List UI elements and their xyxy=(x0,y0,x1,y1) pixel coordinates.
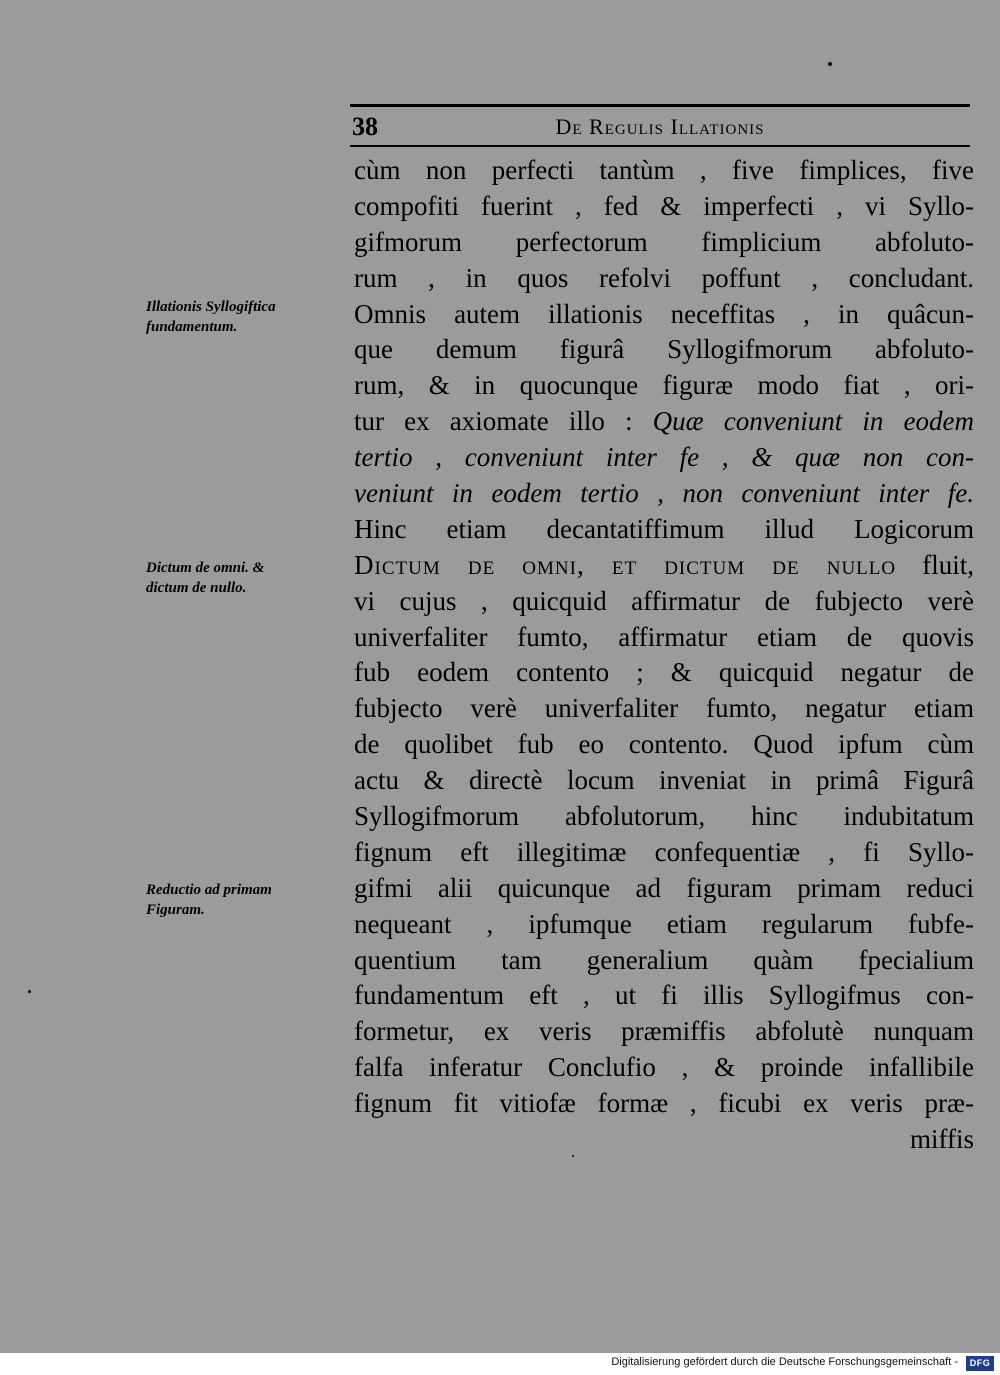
marginal-note-illationis xyxy=(146,297,346,337)
header-rule-bottom xyxy=(350,145,970,147)
axiom-intro: tur ex axiomate illo : xyxy=(354,406,633,437)
marginal-note-line: dictum de nullo. xyxy=(146,580,247,596)
running-head xyxy=(350,112,970,142)
catchword: miffis xyxy=(909,1124,974,1155)
axiom-quote-line: tertio , conveniunt inter fe , & quæ non con- xyxy=(354,442,974,473)
marginal-note-line: Figuram. xyxy=(146,902,205,918)
header-rule-top xyxy=(350,104,970,107)
axiom-quote-line: veniunt in eodem tertio , non conveniunt inter fe. xyxy=(354,478,974,509)
text-line xyxy=(354,548,974,584)
text-line: rum, & in quocunque figuræ modo fiat , ori- xyxy=(354,370,974,401)
scan-speck xyxy=(572,1155,574,1157)
marginal-note-line: Illationis Syllogiftica xyxy=(146,299,276,315)
text-line: Omnis autem illationis neceffitas , in quâcun- xyxy=(354,298,974,329)
text-line: compofiti fuerint , fed & imperfecti , vi Syllo- xyxy=(354,190,974,221)
body-text xyxy=(354,153,974,1158)
axiom-quote-start: Quæ conveniunt in eodem xyxy=(652,406,974,437)
marginal-note-dictum xyxy=(146,558,346,598)
dfg-logo-icon: DFG xyxy=(966,1356,994,1371)
running-title: De Regulis Illationis xyxy=(555,114,765,139)
text-line xyxy=(354,404,974,440)
dictum-caps: Dictum de omni, et dictum de nullo xyxy=(354,549,897,580)
text-line: gifmi alii quicunque ad figuram primam reduci xyxy=(354,872,974,903)
dictum-tail: fluit, xyxy=(922,549,974,580)
page-number: 38 xyxy=(352,112,378,141)
text-line: univerfaliter fumto, affirmatur etiam de quovis xyxy=(354,621,974,652)
marginal-note-reductio xyxy=(146,880,346,920)
text-line: gifmorum perfectorum fimplicium abfoluto- xyxy=(354,226,974,257)
marginal-note-line: fundamentum. xyxy=(146,319,238,335)
text-line: fub eodem contento ; & quicquid negatur de xyxy=(354,657,974,688)
marginal-note-line: Dictum de omni. & xyxy=(146,560,265,576)
text-line: rum , in quos refolvi poffunt , concludant. xyxy=(354,262,974,293)
footer-bar xyxy=(0,1353,1000,1375)
text-line: fignum eft illegitimæ confequentiæ , fi Syllo- xyxy=(354,836,974,867)
text-line: cùm non perfecti tantùm , five fimplices, five xyxy=(354,155,974,185)
scan-speck xyxy=(828,62,832,66)
text-line: fubjecto verè univerfaliter fumto, negatur etiam xyxy=(354,693,974,724)
text-line: fignum fit vitiofæ formæ , ficubi ex veris præ- xyxy=(354,1088,974,1119)
text-line: de quolibet fub eo contento. Quod ipfum cùm xyxy=(354,729,974,760)
text-line: Hinc etiam decantatiffimum illud Logicorum xyxy=(354,513,974,544)
funding-credit: Digitalisierung gefördert durch die Deutsche Forschungsgemeinschaft - xyxy=(611,1356,958,1368)
text-line: actu & directè locum inveniat in primâ Figurâ xyxy=(354,765,974,796)
scan-speck xyxy=(28,990,31,993)
text-line: fundamentum eft , ut fi illis Syllogifmus con- xyxy=(354,980,974,1011)
text-line: formetur, ex veris præmiffis abfolutè nunquam xyxy=(354,1016,974,1047)
text-line: quentium tam generalium quàm fpecialium xyxy=(354,944,974,975)
text-line: que demum figurâ Syllogifmorum abfoluto- xyxy=(354,334,974,365)
text-line: Syllogifmorum abfolutorum, hinc indubitatum xyxy=(354,801,974,832)
text-line: nequeant , ipfumque etiam regularum fubfe- xyxy=(354,908,974,939)
marginal-note-line: Reductio ad primam xyxy=(146,882,272,898)
text-line: falfa inferatur Conclufio , & proinde infallibile xyxy=(354,1052,974,1083)
text-line: vi cujus , quicquid affirmatur de fubjecto verè xyxy=(354,585,974,616)
